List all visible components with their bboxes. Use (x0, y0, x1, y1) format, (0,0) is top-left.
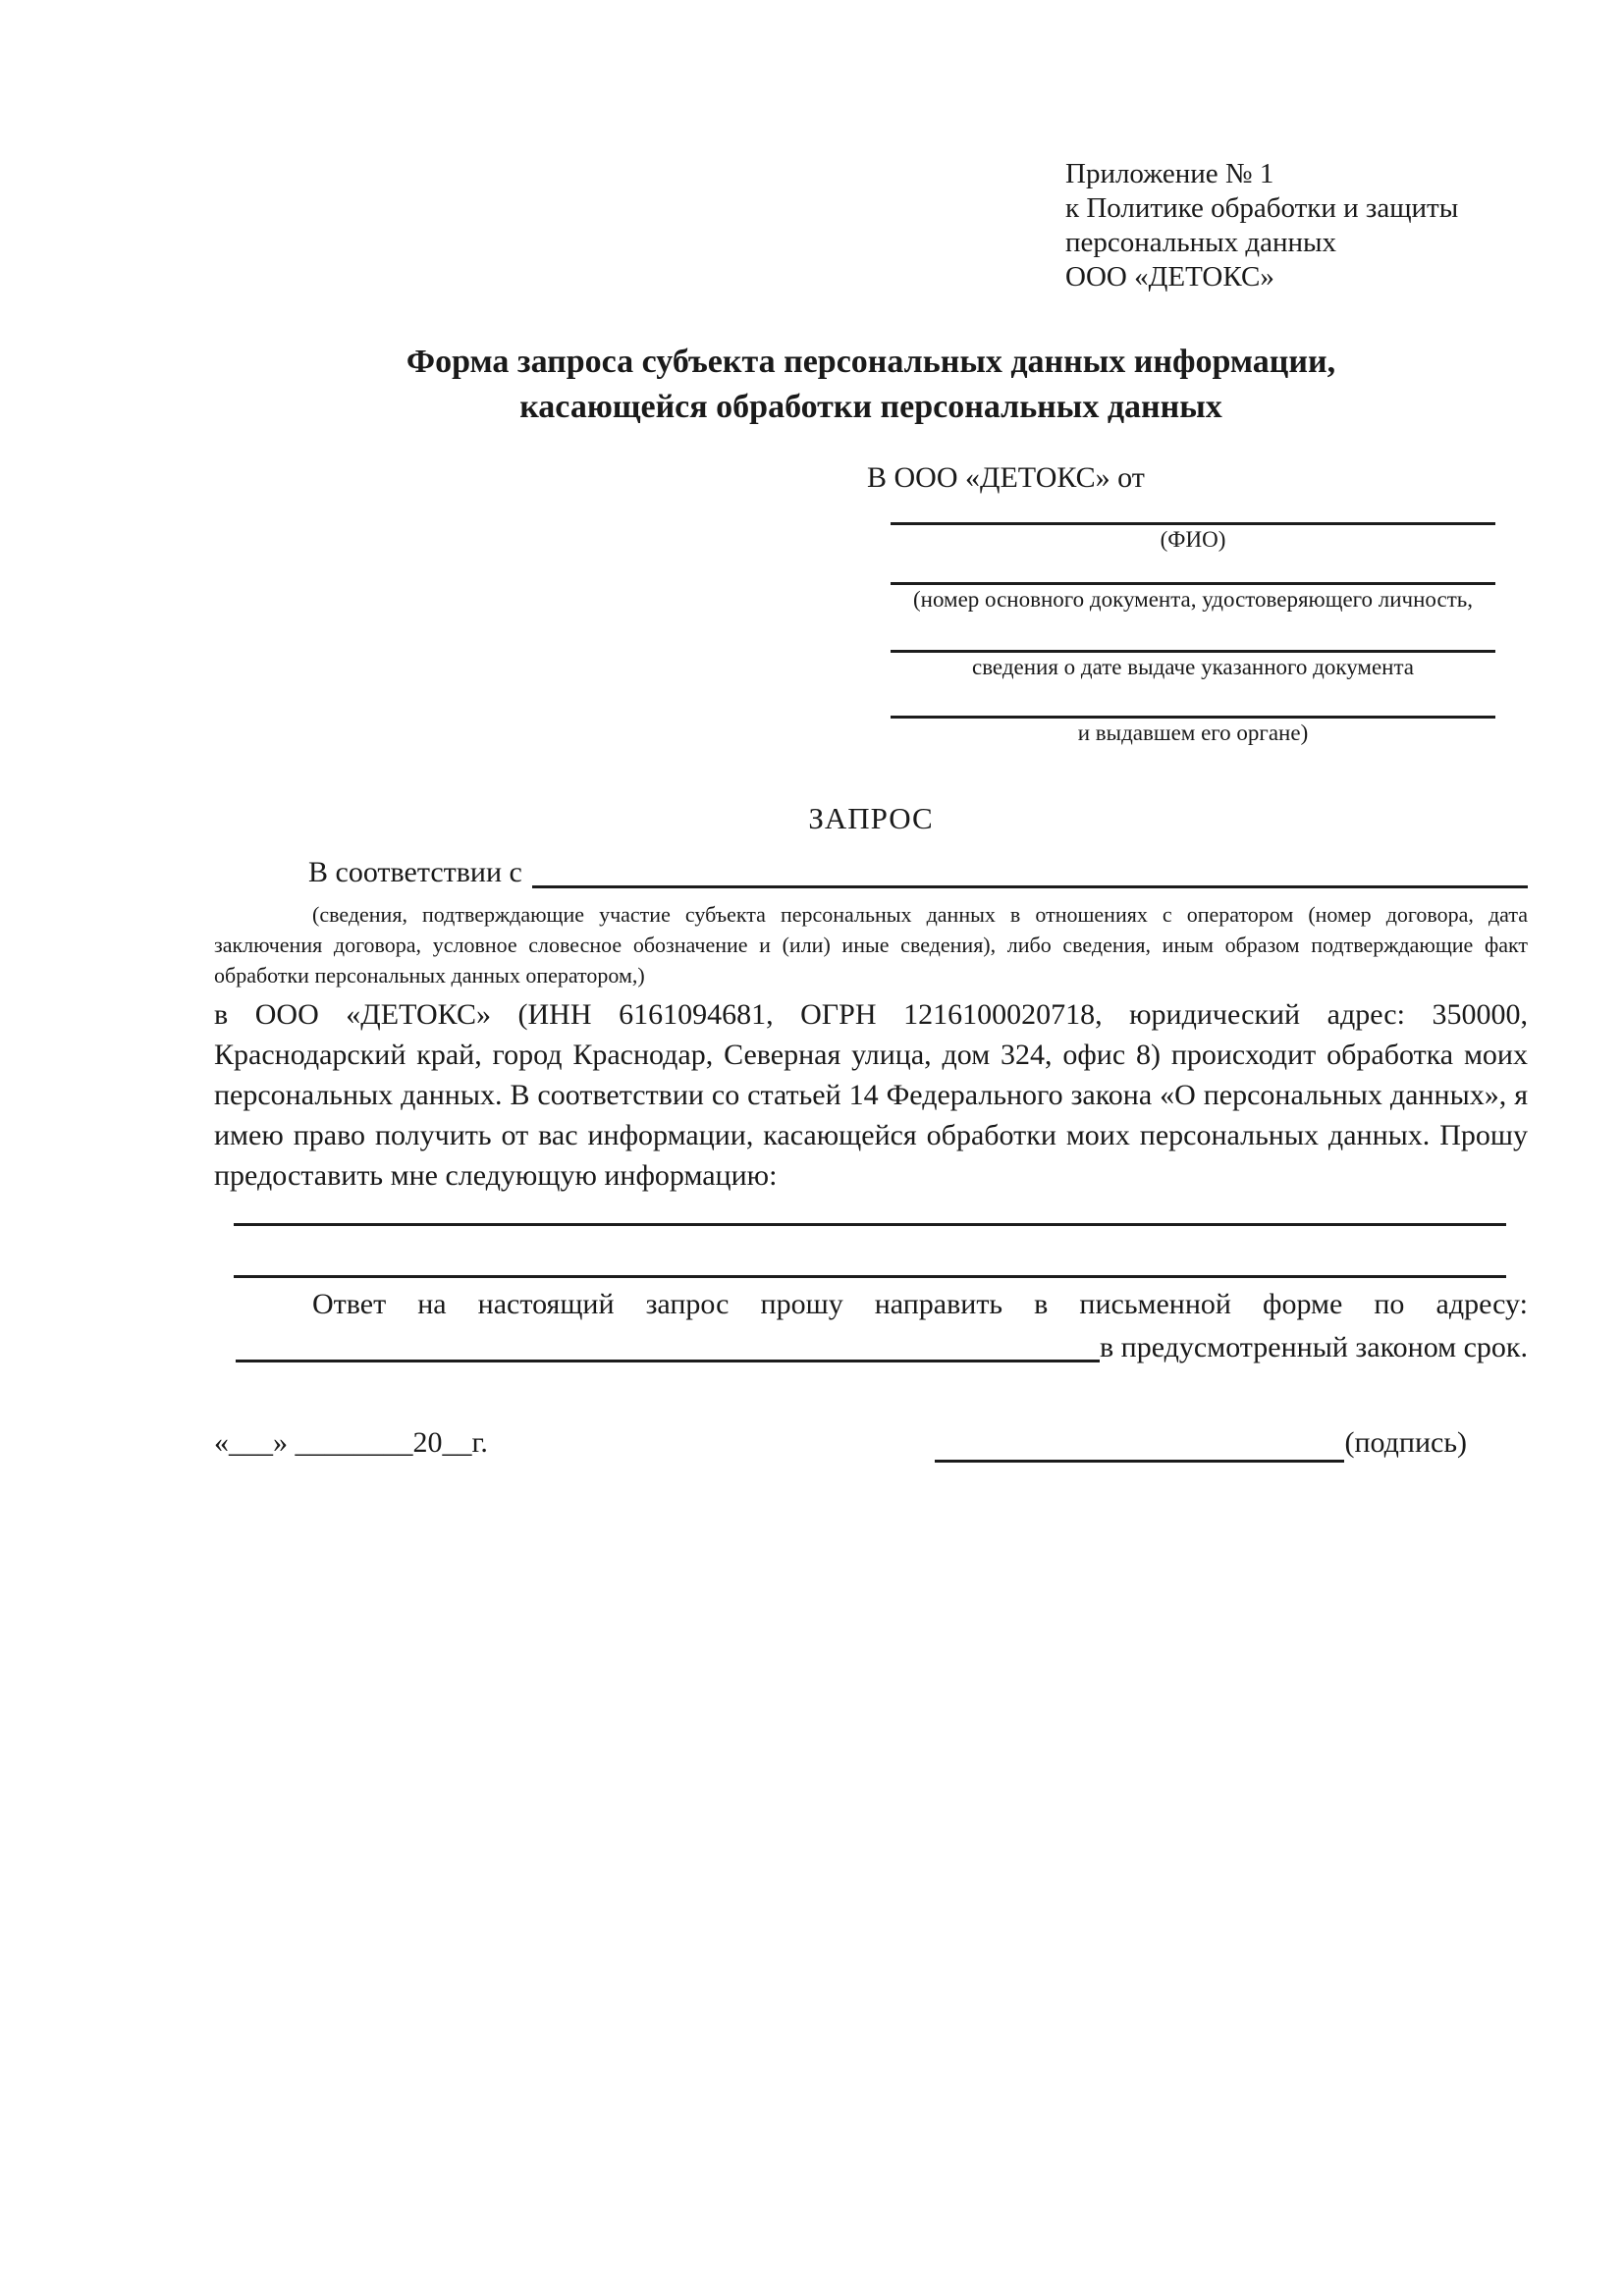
signature-input-line[interactable] (935, 1426, 1344, 1463)
document-title-line-1: Форма запроса субъекта персональных данных информации, (406, 344, 1336, 380)
basis-line (214, 852, 1528, 893)
request-heading: ЗАПРОС (808, 801, 934, 835)
reply-address-line (214, 1327, 1528, 1368)
annex-line-4: ООО «ДЕТОКС» (1065, 261, 1274, 293)
request-body: в ООО «ДЕТОКС» (ИНН 6161094681, ОГРН 1216100020718, юридический адрес: 350000, Краснодарский край, город Краснодар, Северная улица, дом 324, офис 8) происходит обработка моих персональных данных. В соответствии со статьей 14 Федерального закона «О персональных данных», я имею право получить от вас информации, касающейся обработки моих персональных данных. Прошу предоставить мне следующую информацию: (214, 998, 1528, 1192)
doc-issuer-caption: и выдавшем его органе) (1077, 721, 1309, 745)
fio-caption: (ФИО) (1160, 527, 1226, 552)
addressee-to-line: В ООО «ДЕТОКС» от (867, 461, 1145, 494)
addressee-block (867, 457, 1495, 748)
requested-info-input-line-2[interactable] (234, 1226, 1506, 1278)
reply-deadline-text: в предусмотренный законом срок. (1100, 1331, 1528, 1363)
signature-group (935, 1423, 1467, 1463)
basis-footnote: (сведения, подтверждающие участие субъекта персональных данных в отношениях с оператором (номер договора, дата заключения договора, условное словесное обозначение и (или) иные сведения), либо сведения, иным образом подтверждающие факт обработки персональных данных оператором,) (214, 902, 1528, 988)
address-input-line[interactable] (236, 1360, 1100, 1362)
basis-label: В соответствии с (308, 856, 522, 888)
annex-line-1: Приложение № 1 (1065, 158, 1274, 189)
doc-issuer-input-line[interactable] (891, 682, 1495, 719)
fio-input-line[interactable] (891, 499, 1495, 525)
doc-number-caption: (номер основного документа, удостоверяющего личность, (912, 587, 1473, 612)
date-field[interactable]: «___» ________20__г. (214, 1426, 488, 1459)
basis-input-line[interactable] (532, 852, 1528, 888)
annex-line-2: к Политике обработки и защиты (1065, 192, 1459, 224)
signature-caption: (подпись) (1344, 1426, 1467, 1459)
document-title (214, 340, 1528, 430)
addressee-fields (891, 499, 1495, 748)
reply-request-line: Ответ на настоящий запрос прошу направить в письменной форме по адресу: (312, 1288, 1528, 1320)
signature-row (214, 1423, 1528, 1463)
doc-number-input-line[interactable] (891, 555, 1495, 585)
annex-line-3: персональных данных (1065, 227, 1337, 258)
document-title-line-2: касающейся обработки персональных данных (519, 389, 1222, 425)
requested-info-input-line-1[interactable] (234, 1201, 1506, 1226)
doc-date-caption: сведения о дате выдаче указанного документа (971, 655, 1415, 679)
doc-date-input-line[interactable] (891, 614, 1495, 653)
annex-header (1065, 157, 1528, 294)
